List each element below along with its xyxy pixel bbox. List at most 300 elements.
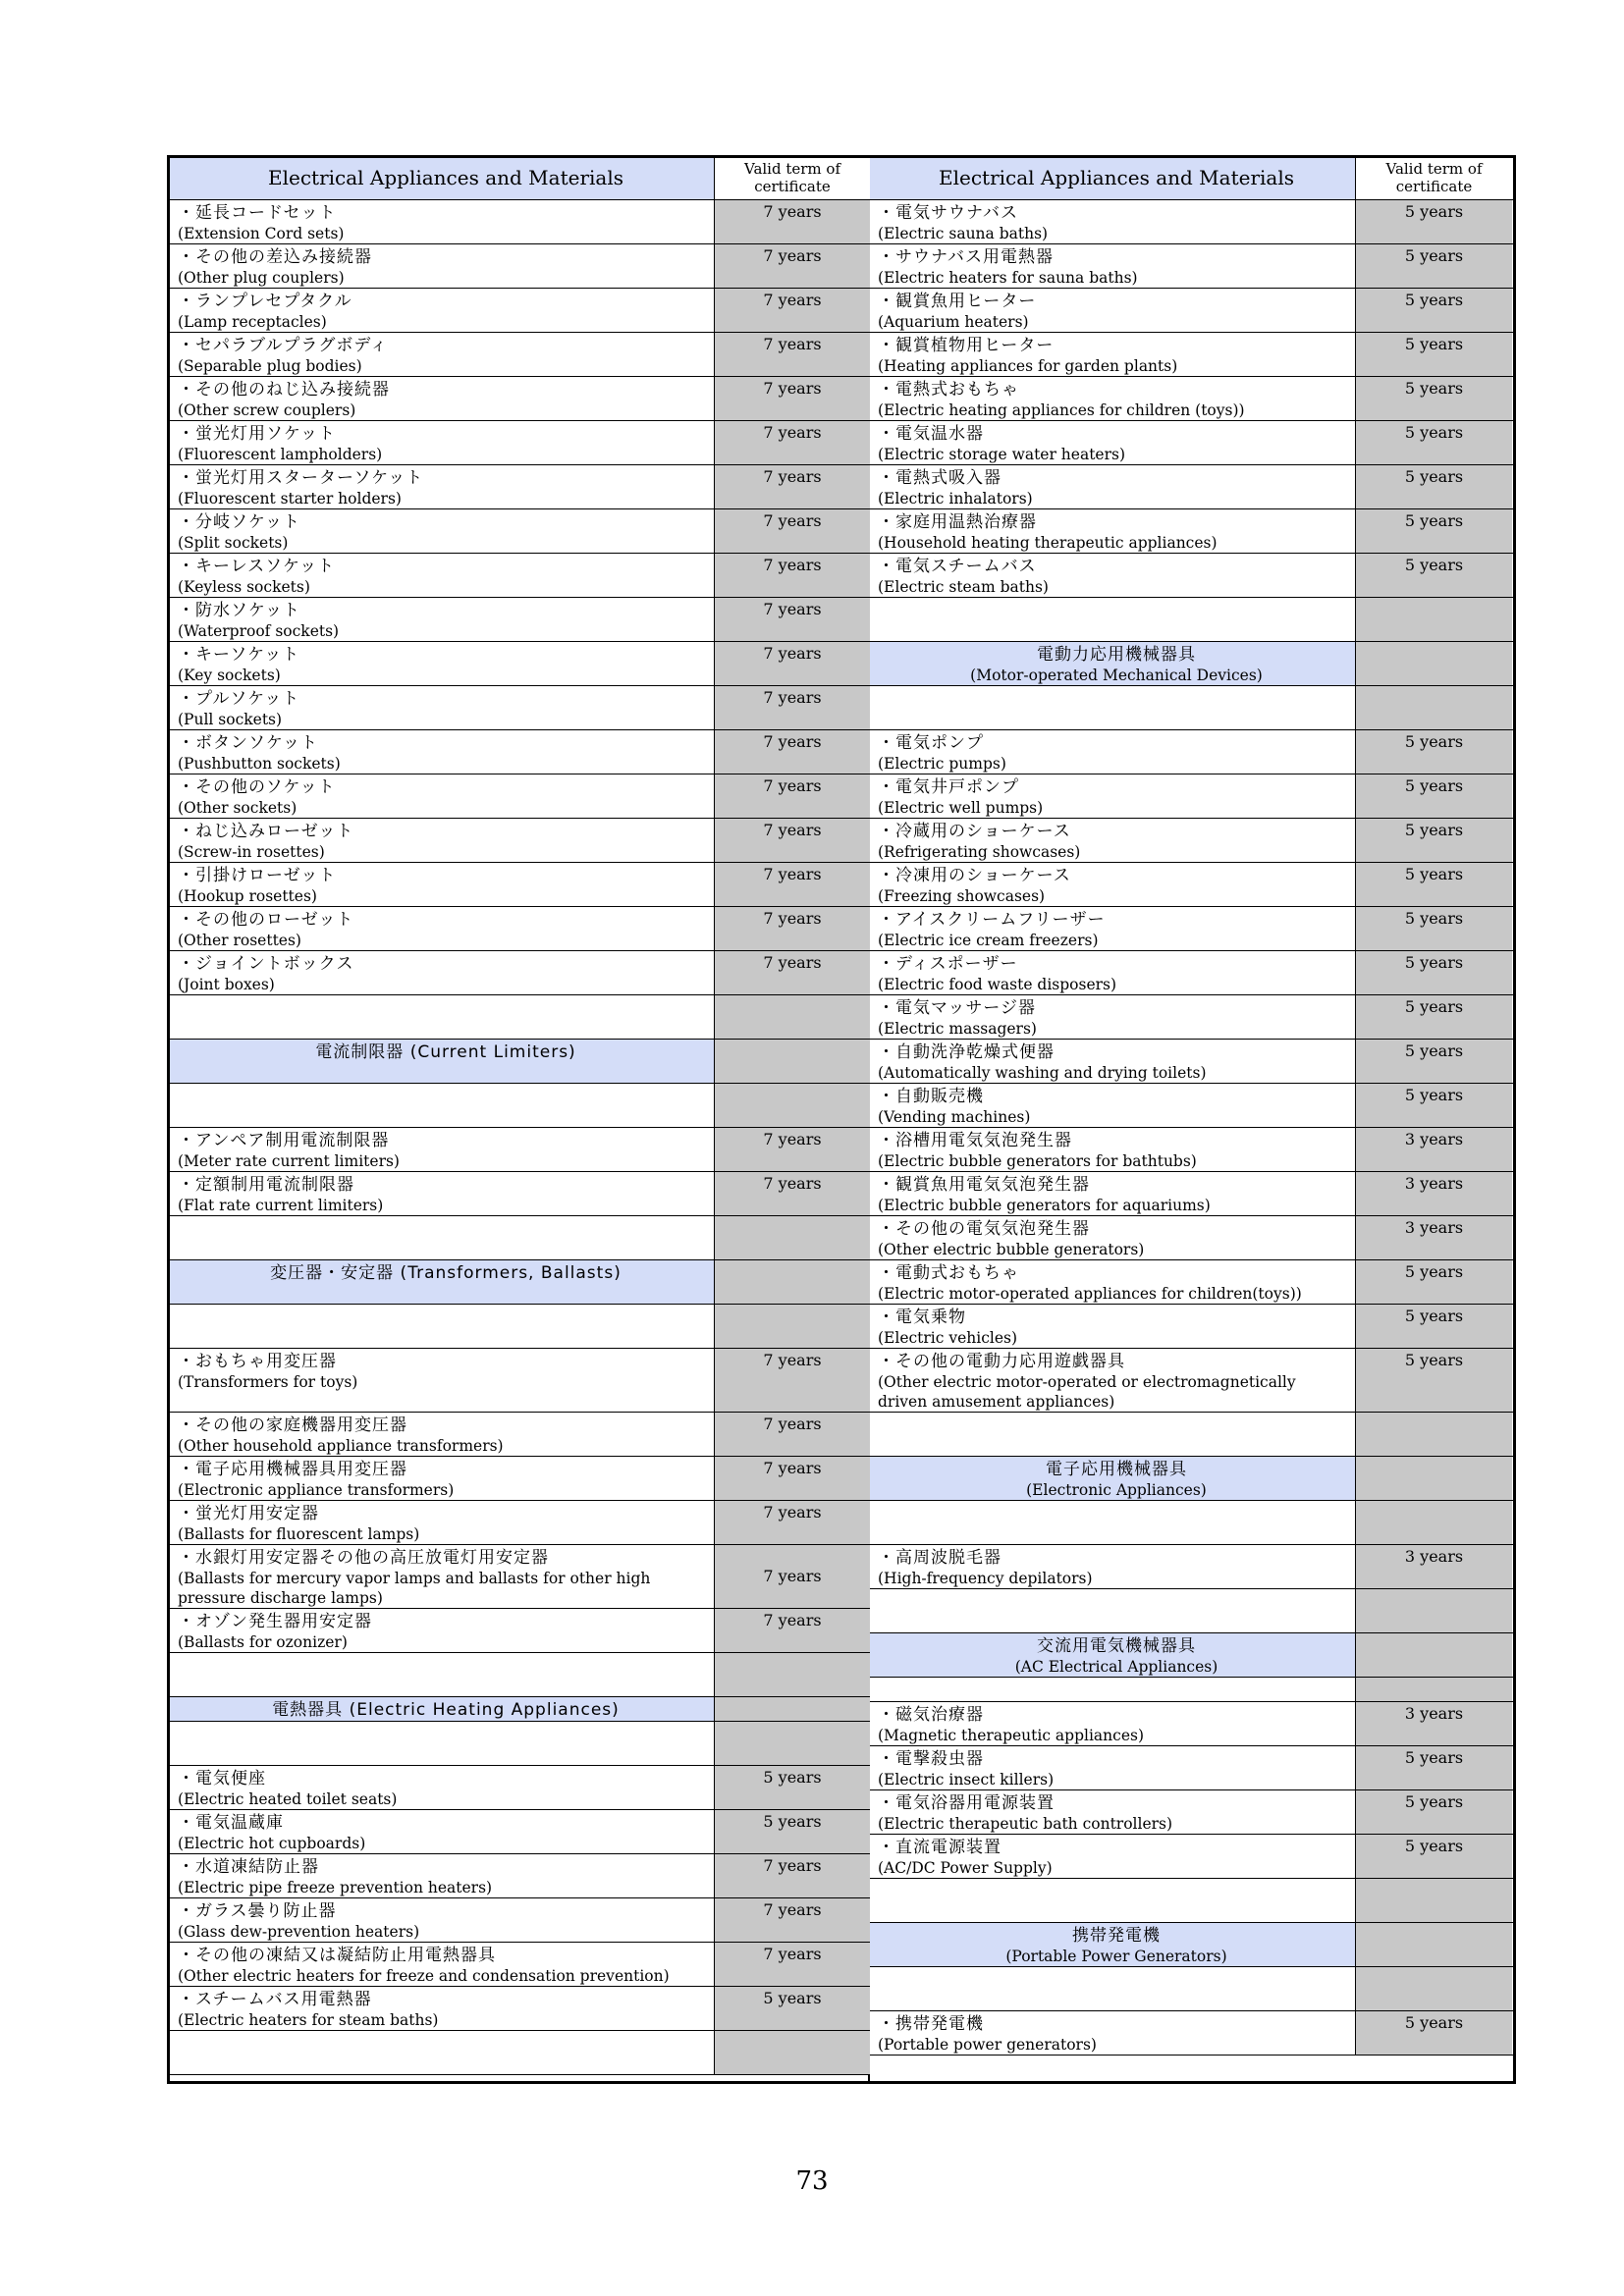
valid-term (715, 1501, 870, 1544)
header-appliances: Electrical Appliances and Materials (870, 158, 1356, 199)
table-row (170, 1898, 868, 1943)
item-name-japanese: ・オゾン発生器用安定器 (178, 1612, 372, 1631)
blank-row (870, 1879, 1513, 1923)
item-name (170, 1084, 715, 1127)
blank-row (170, 1216, 868, 1260)
item-name-japanese: ・電気浴器用電源装置 (878, 1793, 1055, 1813)
valid-term (1356, 377, 1512, 420)
item-name (870, 554, 1356, 597)
item-name-japanese: ・キーレスソケット (178, 557, 336, 576)
valid-term (715, 1898, 870, 1942)
valid-term (1356, 598, 1512, 641)
valid-term-value: 5 years (1404, 821, 1464, 839)
item-name-japanese: ・冷蔵用のショーケース (878, 822, 1071, 841)
item-name-english: (Pushbutton sockets) (178, 755, 341, 773)
item-name-japanese: ・電気井戸ポンプ (878, 777, 1019, 797)
table-row (870, 1746, 1513, 1790)
appliance-table (167, 155, 1516, 2084)
valid-term (1356, 1305, 1512, 1348)
valid-term-value: 7 years (763, 1459, 822, 1477)
item-name (170, 1722, 715, 1765)
valid-term-value: 5 years (1404, 379, 1464, 398)
valid-term (715, 1260, 870, 1304)
valid-term-value: 7 years (763, 1130, 822, 1148)
item-name-english: (AC/DC Power Supply) (878, 1859, 1053, 1877)
item-name (870, 1589, 1356, 1632)
valid-term (715, 1216, 870, 1259)
item-name-english: (Household heating therapeutic appliances) (878, 534, 1218, 552)
item-name-english: (Other plug couplers) (178, 269, 345, 287)
item-name-english-cont: pressure discharge lamps) (178, 1589, 383, 1607)
item-name (170, 642, 715, 685)
valid-term (1356, 1923, 1512, 1966)
valid-term (1356, 465, 1512, 508)
valid-term-value: 7 years (763, 865, 822, 883)
valid-term-value: 7 years (763, 556, 822, 574)
item-name (170, 554, 715, 597)
item-name (170, 951, 715, 994)
item-name-english: (Electric heaters for sauna baths) (878, 269, 1138, 287)
item-name-english: (Electric inhalators) (878, 490, 1033, 507)
valid-term-value: 5 years (1404, 997, 1464, 1016)
valid-term (1356, 1746, 1512, 1789)
item-name-japanese: ・ボタンソケット (178, 733, 318, 753)
valid-term-value: 5 years (1404, 202, 1464, 221)
item-name-english: (Meter rate current limiters) (178, 1152, 400, 1170)
valid-term (715, 1609, 870, 1652)
item-name-japanese: ・ジョイントボックス (178, 954, 354, 974)
item-name-english: (High-frequency depilators) (878, 1570, 1093, 1587)
valid-term-value: 7 years (763, 1174, 822, 1193)
table-row (870, 995, 1513, 1040)
valid-term (715, 1457, 870, 1500)
item-name-english: (Electric sauna baths) (878, 225, 1049, 242)
item-name-japanese: ・ディスポーザー (878, 954, 1018, 974)
item-name-english: (Electric storage water heaters) (878, 446, 1126, 463)
item-name (170, 774, 715, 818)
item-name-english: (Electric hot cupboards) (178, 1835, 366, 1852)
valid-term (715, 686, 870, 729)
item-name (170, 995, 715, 1039)
item-name-english: (Electric heating appliances for children (toys)) (878, 401, 1245, 419)
valid-term (1356, 863, 1512, 906)
item-name-japanese: ・その他の電気気泡発生器 (878, 1219, 1090, 1239)
table-row (870, 1835, 1513, 1879)
table-row (170, 1349, 868, 1413)
item-name (870, 598, 1356, 641)
section-title-text: 電流制限器 (Current Limiters) (315, 1042, 576, 1062)
item-name (170, 1545, 715, 1608)
item-name (170, 333, 715, 376)
item-name-japanese: ・水銀灯用安定器その他の高圧放電灯用安定器 (178, 1548, 549, 1568)
valid-term (1356, 1260, 1512, 1304)
valid-term-value: 5 years (1404, 511, 1464, 530)
valid-term (715, 1349, 870, 1412)
item-name (170, 1216, 715, 1259)
table-row (870, 951, 1513, 995)
item-name (170, 1987, 715, 2030)
item-name (870, 1172, 1356, 1215)
item-name (170, 1501, 715, 1544)
item-name (870, 1040, 1356, 1083)
item-name (170, 200, 715, 243)
left-column (170, 158, 870, 2081)
valid-term-value: 5 years (1404, 1041, 1464, 1060)
valid-term (715, 730, 870, 774)
item-name-japanese: ・防水ソケット (178, 601, 300, 620)
valid-term (715, 465, 870, 508)
section-header-row (170, 1040, 868, 1084)
valid-term (715, 819, 870, 862)
item-name (870, 1305, 1356, 1348)
valid-term-value: 5 years (1404, 1086, 1464, 1104)
item-name-japanese: ・その他の家庭機器用変圧器 (178, 1415, 407, 1435)
item-name (170, 509, 715, 553)
table-row (170, 1987, 868, 2031)
item-name (870, 1545, 1356, 1588)
valid-term (1356, 1172, 1512, 1215)
item-name-english: (Vending machines) (878, 1108, 1031, 1126)
item-name-english: (Ballasts for mercury vapor lamps and ballasts for other high (178, 1570, 651, 1587)
item-name (870, 465, 1356, 508)
table-row (170, 907, 868, 951)
valid-term (715, 951, 870, 994)
valid-term-value: 5 years (1404, 732, 1464, 751)
item-name-english: (Electric ice cream freezers) (878, 932, 1099, 949)
table-row (870, 1545, 1513, 1589)
valid-term-value: 5 years (1404, 953, 1464, 972)
item-name (170, 819, 715, 862)
item-name (170, 1766, 715, 1809)
blank-row (870, 1678, 1513, 1702)
item-name-japanese: ・水道凍結防止器 (178, 1857, 319, 1877)
valid-term-value: 7 years (763, 1351, 822, 1369)
item-name (870, 907, 1356, 950)
valid-term (715, 1545, 870, 1608)
valid-term (1356, 1128, 1512, 1171)
item-name-english: (Hookup rosettes) (178, 887, 317, 905)
item-name-english-cont: driven amusement appliances) (878, 1393, 1115, 1411)
section-header-row (870, 1923, 1513, 1967)
item-name (170, 1898, 715, 1942)
table-row (170, 1854, 868, 1898)
item-name-japanese: ・観賞植物用ヒーター (878, 336, 1055, 355)
valid-term (1356, 200, 1512, 243)
valid-term (1356, 554, 1512, 597)
valid-term-value: 5 years (1404, 467, 1464, 486)
table-row (870, 377, 1513, 421)
table-row (170, 1128, 868, 1172)
valid-term (715, 509, 870, 553)
item-name-japanese: ・蛍光灯用スターターソケット (178, 468, 424, 488)
valid-term-value: 7 years (763, 511, 822, 530)
item-name-japanese: ・プルソケット (178, 689, 300, 709)
item-name (870, 289, 1356, 332)
item-name-english: (Electric heated toilet seats) (178, 1790, 398, 1808)
item-name (870, 819, 1356, 862)
blank-row (170, 995, 868, 1040)
item-name (170, 1413, 715, 1456)
item-name-japanese: ・自動洗浄乾燥式便器 (878, 1042, 1055, 1062)
item-name-japanese: ・電気温水器 (878, 424, 984, 444)
section-header-row (870, 642, 1513, 686)
item-name (870, 333, 1356, 376)
item-name-japanese: ・おもちゃ用変圧器 (178, 1352, 337, 1371)
table-row (170, 554, 868, 598)
valid-term-value: 5 years (1404, 246, 1464, 265)
item-name-english: (Electric heaters for steam baths) (178, 2011, 439, 2029)
valid-term-value: 5 years (763, 1989, 822, 2007)
item-name-english: (Fluorescent starter holders) (178, 490, 402, 507)
item-name-japanese: ・磁気治療器 (878, 1705, 984, 1725)
table-row (870, 244, 1513, 289)
table-row (870, 1172, 1513, 1216)
table-row (170, 1172, 868, 1216)
item-name (170, 686, 715, 729)
item-name (870, 1216, 1356, 1259)
valid-term (1356, 951, 1512, 994)
item-name-english: (Other rosettes) (178, 932, 301, 949)
item-name-japanese: ・電動式おもちゃ (878, 1263, 1019, 1283)
valid-term-value: 5 years (1404, 1837, 1464, 1855)
valid-term (715, 1653, 870, 1696)
blank-row (870, 686, 1513, 730)
valid-term (1356, 1678, 1512, 1701)
valid-term-value: 7 years (763, 1503, 822, 1522)
valid-term (715, 1810, 870, 1853)
section-title-english: (Portable Power Generators) (1005, 1948, 1227, 1965)
table-row (870, 774, 1513, 819)
item-name-english: (Electric therapeutic bath controllers) (878, 1815, 1173, 1833)
blank-row (170, 1722, 868, 1766)
item-name-japanese: ・電熱式吸入器 (878, 468, 1001, 488)
valid-term-value: 5 years (1404, 1748, 1464, 1767)
section-title-english: (AC Electrical Appliances) (1014, 1658, 1218, 1676)
table-row (870, 554, 1513, 598)
header-valid-term: Valid term of certificate (1356, 158, 1512, 199)
section-title-text: 電動力応用機械器具 (1037, 645, 1196, 665)
table-row (170, 200, 868, 244)
item-name-japanese: ・蛍光灯用安定器 (178, 1504, 319, 1523)
item-name-english: (Ballasts for fluorescent lamps) (178, 1525, 420, 1543)
item-name (870, 377, 1356, 420)
table-row (170, 1457, 868, 1501)
valid-term-value: 7 years (763, 202, 822, 221)
valid-term (1356, 730, 1512, 774)
table-row (870, 1084, 1513, 1128)
item-name (170, 1810, 715, 1853)
section-title (170, 1697, 715, 1721)
item-name-japanese: ・家庭用温熱治療器 (878, 512, 1037, 532)
valid-term (715, 1722, 870, 1765)
blank-row (170, 1084, 868, 1128)
blank-row (170, 1653, 868, 1697)
table-row (870, 1702, 1513, 1746)
item-name-english: (Key sockets) (178, 667, 281, 684)
item-name (170, 421, 715, 464)
table-row (170, 686, 868, 730)
item-name-japanese: ・高周波脱毛器 (878, 1548, 1001, 1568)
item-name-japanese: ・その他のローゼット (178, 910, 354, 930)
valid-term (1356, 1589, 1512, 1632)
item-name-english: (Other sockets) (178, 799, 298, 817)
table-row (870, 1260, 1513, 1305)
item-name-english: (Electric food waste disposers) (878, 976, 1117, 993)
section-header-row (870, 1457, 1513, 1501)
item-name-japanese: ・観賞魚用ヒーター (878, 292, 1037, 311)
item-name-english: (Electric well pumps) (878, 799, 1044, 817)
table-row (870, 289, 1513, 333)
valid-term-value: 7 years (763, 1611, 822, 1629)
item-name (170, 1653, 715, 1696)
valid-term-value: 7 years (763, 776, 822, 795)
item-name (170, 1172, 715, 1215)
valid-term-value: 7 years (763, 467, 822, 486)
item-name (870, 1879, 1356, 1922)
valid-term (1356, 686, 1512, 729)
item-name (170, 465, 715, 508)
table-row (170, 509, 868, 554)
item-name-english: (Electric vehicles) (878, 1329, 1018, 1347)
valid-term-value: 7 years (763, 688, 822, 707)
item-name-english: (Other electric bubble generators) (878, 1241, 1145, 1258)
item-name-english: (Magnetic therapeutic appliances) (878, 1727, 1145, 1744)
item-name-japanese: ・冷凍用のショーケース (878, 866, 1071, 885)
valid-term (1356, 1790, 1512, 1834)
item-name-english: (Joint boxes) (178, 976, 275, 993)
section-title-text: 交流用電気機械器具 (1037, 1636, 1196, 1656)
item-name-english: (Portable power generators) (878, 2036, 1097, 2054)
valid-term-value: 7 years (763, 379, 822, 398)
item-name (170, 907, 715, 950)
valid-term-value: 5 years (1404, 2013, 1464, 2032)
valid-term-value: 7 years (763, 1900, 822, 1919)
table-row (170, 863, 868, 907)
valid-term (1356, 2011, 1512, 2055)
item-name-japanese: ・スチームバス用電熱器 (178, 1990, 372, 2009)
valid-term (715, 421, 870, 464)
item-name (170, 244, 715, 288)
item-name-japanese: ・ランプレセプタクル (178, 292, 352, 311)
item-name-english: (Keyless sockets) (178, 578, 310, 596)
section-title (870, 1923, 1356, 1966)
valid-term (1356, 333, 1512, 376)
section-title (170, 1040, 715, 1083)
item-name-english: (Freezing showcases) (878, 887, 1046, 905)
valid-term (715, 1305, 870, 1348)
section-title-english: (Electronic Appliances) (1026, 1481, 1207, 1499)
valid-term (1356, 907, 1512, 950)
valid-term (1356, 1545, 1512, 1588)
table-row (870, 333, 1513, 377)
item-name (870, 1128, 1356, 1171)
section-header-row (170, 1697, 868, 1722)
item-name-japanese: ・アンペア制用電流制限器 (178, 1131, 390, 1150)
valid-term (715, 1128, 870, 1171)
valid-term-value: 3 years (1404, 1218, 1464, 1237)
section-title (870, 1633, 1356, 1677)
item-name (870, 863, 1356, 906)
section-header-row (170, 1260, 868, 1305)
valid-term (1356, 1457, 1512, 1500)
valid-term (715, 863, 870, 906)
item-name-japanese: ・引掛けローゼット (178, 866, 337, 885)
valid-term (1356, 1084, 1512, 1127)
header-appliances: Electrical Appliances and Materials (170, 158, 715, 199)
item-name-japanese: ・電熱式おもちゃ (878, 380, 1019, 400)
section-title-text: 変圧器・安定器 (Transformers, Ballasts) (270, 1263, 622, 1283)
item-name-english: (Ballasts for ozonizer) (178, 1633, 348, 1651)
item-name-japanese: ・電気ポンプ (878, 733, 984, 753)
table-row (870, 2011, 1513, 2056)
valid-term (1356, 995, 1512, 1039)
item-name (870, 1413, 1356, 1456)
item-name-english: (Waterproof sockets) (178, 622, 340, 640)
table-row (170, 1943, 868, 1987)
item-name (870, 1790, 1356, 1834)
valid-term-value: 7 years (763, 423, 822, 442)
blank-row (170, 2031, 868, 2075)
valid-term (1356, 1216, 1512, 1259)
valid-term (715, 333, 870, 376)
item-name-japanese: ・その他の電動力応用遊戯器具 (878, 1352, 1125, 1371)
item-name (870, 421, 1356, 464)
valid-term-value: 7 years (763, 644, 822, 663)
section-title-text: 電熱器具 (Electric Heating Appliances) (272, 1700, 620, 1720)
item-name-japanese: ・観賞魚用電気気泡発生器 (878, 1175, 1090, 1195)
valid-term (715, 995, 870, 1039)
right-column (870, 158, 1513, 2081)
item-name-english: (Other electric motor-operated or electromagnetically (878, 1373, 1296, 1391)
item-name (170, 377, 715, 420)
table-row (170, 1501, 868, 1545)
table-row (170, 1810, 868, 1854)
valid-term (715, 1040, 870, 1083)
item-name-japanese: ・延長コードセット (178, 203, 337, 223)
section-header-row (870, 1633, 1513, 1678)
valid-term-value: 7 years (763, 732, 822, 751)
valid-term (1356, 1879, 1512, 1922)
valid-term-value: 7 years (763, 1945, 822, 1963)
item-name-japanese: ・電気スチームバス (878, 557, 1037, 576)
table-row (870, 509, 1513, 554)
item-name (170, 863, 715, 906)
item-name (870, 1349, 1356, 1412)
item-name-japanese: ・定額制用電流制限器 (178, 1175, 354, 1195)
valid-term-value: 7 years (763, 821, 822, 839)
item-name-japanese: ・電気便座 (178, 1769, 266, 1789)
item-name (870, 2011, 1356, 2055)
item-name-english: (Electronic appliance transformers) (178, 1481, 455, 1499)
item-name-english: (Electric bubble generators for bathtubs) (878, 1152, 1197, 1170)
header-row (870, 158, 1513, 200)
item-name (870, 730, 1356, 774)
valid-term (715, 1413, 870, 1456)
valid-term-value: 3 years (1404, 1547, 1464, 1566)
valid-term (715, 1943, 870, 1986)
valid-term (1356, 1835, 1512, 1878)
item-name (870, 686, 1356, 729)
valid-term (715, 1084, 870, 1127)
valid-term (715, 598, 870, 641)
item-name-japanese: ・その他のソケット (178, 777, 336, 797)
item-name (870, 1835, 1356, 1878)
item-name-english: (Pull sockets) (178, 711, 283, 728)
table-row (870, 1216, 1513, 1260)
table-row (170, 598, 868, 642)
item-name (870, 1746, 1356, 1789)
item-name-japanese: ・その他の差込み接続器 (178, 247, 372, 267)
